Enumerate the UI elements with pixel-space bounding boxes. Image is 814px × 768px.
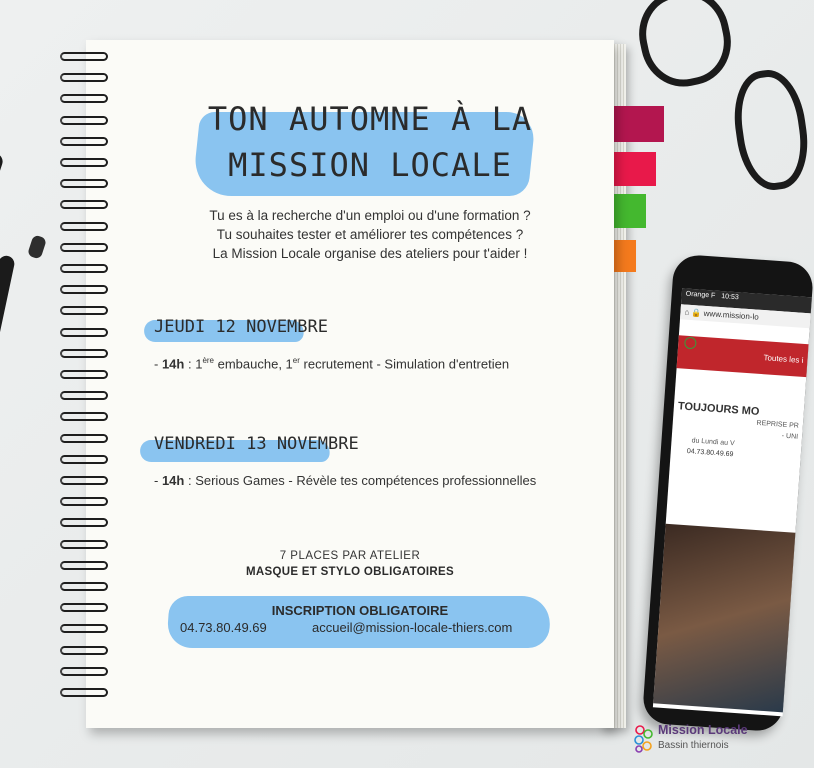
- page-title: [150, 96, 590, 188]
- spiral-ring: [60, 200, 108, 209]
- session-1-text-b: embauche, 1: [214, 356, 293, 372]
- session-1-dash: -: [154, 356, 162, 372]
- spiral-ring: [60, 667, 108, 676]
- places-count: 7 PLACES PAR ATELIER: [279, 550, 421, 562]
- spiral-ring: [60, 518, 108, 527]
- spiral-ring: [60, 349, 108, 358]
- spiral-ring: [60, 455, 108, 464]
- session-1-sup-b: er: [292, 356, 300, 365]
- smartphone: [642, 254, 814, 733]
- spiral-ring: [60, 264, 108, 273]
- spiral-ring: [60, 603, 108, 612]
- session-1-time: 14h: [161, 356, 185, 372]
- session-1-text-c: recrutement - Simulation d'entretien: [299, 356, 510, 372]
- glasses-lens-left: [631, 0, 739, 94]
- session-2-time: 14h: [161, 473, 185, 488]
- spiral-ring: [60, 370, 108, 379]
- phone-banner: Toutes les i: [677, 335, 809, 377]
- mask-pen-required: MASQUE ET STYLO OBLIGATOIRES: [246, 566, 454, 578]
- spiral-ring: [60, 412, 108, 421]
- phone-screen: [653, 288, 812, 716]
- session-1-sup-a: ère: [202, 356, 214, 365]
- spiral-ring: [60, 52, 108, 61]
- title-line-2: MISSION LOCALE: [228, 146, 512, 184]
- inscription-title: INSCRIPTION OBLIGATOIRE: [271, 603, 449, 618]
- spiral-ring: [60, 179, 108, 188]
- spiral-ring: [60, 646, 108, 655]
- intro-line-3: La Mission Locale organise des ateliers pour t'aider !: [212, 246, 528, 261]
- tab-red: [612, 152, 656, 186]
- phone-headline: TOUJOURS MO: [677, 400, 760, 418]
- spiral-ring: [60, 434, 108, 443]
- spiral-ring: [60, 391, 108, 400]
- spiral-ring: [60, 624, 108, 633]
- home-icon: ⌂ 🔒: [684, 307, 705, 318]
- spiral-ring: [60, 243, 108, 252]
- day-1-label: JEUDI 12 NOVEMBRE: [154, 317, 328, 337]
- phone-subline-1: REPRISE PR: [756, 419, 800, 430]
- logo-name: Mission Locale: [658, 723, 748, 737]
- spiral-ring: [60, 688, 108, 697]
- day-1-session: [154, 356, 509, 371]
- spiral-ring: [60, 94, 108, 103]
- day-2-session: [154, 473, 536, 488]
- tab-magenta: [612, 106, 664, 142]
- session-1-text-a: : 1: [184, 356, 203, 372]
- spiral-ring: [60, 158, 108, 167]
- phone-number: 04.73.80.49.69: [686, 448, 734, 459]
- spiral-ring: [60, 328, 108, 337]
- spiral-binding: [60, 52, 110, 712]
- intro-text: [120, 206, 620, 263]
- title-line-1: TON AUTOMNE À LA: [207, 100, 533, 138]
- spiral-ring: [60, 306, 108, 315]
- spiral-ring: [60, 73, 108, 82]
- spiral-ring: [60, 476, 108, 485]
- spiral-ring: [60, 540, 108, 549]
- day-2-label: VENDREDI 13 NOVEMBRE: [154, 434, 359, 454]
- spiral-ring: [60, 222, 108, 231]
- logo-circles-icon: [632, 722, 656, 754]
- phone-photo: [653, 524, 795, 713]
- spiral-ring: [60, 137, 108, 146]
- phone-url: www.mission-lo: [703, 308, 760, 322]
- spiral-ring: [60, 582, 108, 591]
- pen-tip: [27, 234, 47, 259]
- spiral-ring: [60, 497, 108, 506]
- spiral-ring: [60, 285, 108, 294]
- session-2-dash: -: [154, 473, 162, 488]
- pen: [0, 151, 5, 270]
- intro-line-2: Tu souhaites tester et améliorer tes compétences ?: [216, 227, 524, 242]
- phone-subline-2: - UNI: [781, 432, 799, 441]
- phone-hours: du Lundi au V: [691, 437, 735, 448]
- places-info: [190, 548, 510, 580]
- logo-area: Bassin thiernois: [658, 740, 729, 751]
- phone-time: 10:53: [720, 293, 739, 302]
- spiral-ring: [60, 116, 108, 125]
- pen-body: [0, 254, 16, 531]
- inscription-email: accueil@mission-locale-thiers.com: [312, 620, 513, 635]
- inscription-phone: 04.73.80.49.69: [180, 620, 267, 635]
- session-2-text: : Serious Games - Révèle tes compétences professionnelles: [184, 473, 537, 488]
- phone-carrier: Orange F: [685, 290, 716, 300]
- mission-locale-logo: [632, 718, 762, 762]
- intro-line-1: Tu es à la recherche d'un emploi ou d'une formation ?: [209, 208, 531, 223]
- glasses-lens-right: [728, 66, 814, 195]
- spiral-ring: [60, 561, 108, 570]
